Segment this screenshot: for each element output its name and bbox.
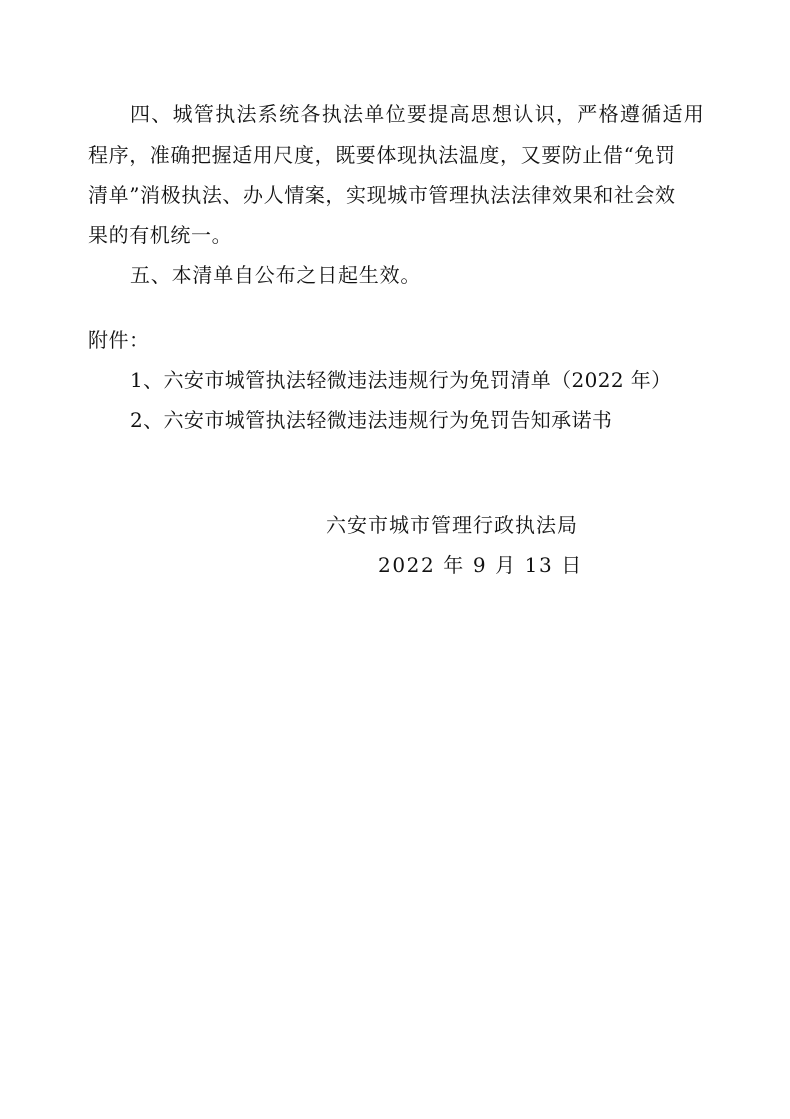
signature-organization: 六安市城市管理行政执法局	[326, 513, 578, 537]
paragraph-4-line-3: 清单”消极执法、办人情案，实现城市管理执法法律效果和社会效	[88, 183, 676, 207]
paragraph-4-line-2: 程序，准确把握适用尺度，既要体现执法温度，又要防止借“免罚	[88, 143, 676, 167]
paragraph-4-line-4: 果的有机统一。	[88, 223, 233, 247]
paragraph-5: 五、本清单自公布之日起生效。	[130, 263, 422, 287]
paragraph-4-line-1: 四、城管执法系统各执法单位要提高思想认识，严格遵循适用	[130, 102, 706, 126]
attachment-item-2: 2、六安市城管执法轻微违法违规行为免罚告知承诺书	[130, 408, 613, 432]
attachment-item-1: 1、六安市城管执法轻微违法违规行为免罚清单（2022 年）	[130, 368, 672, 392]
signature-date: 2022 年 9 月 13 日	[378, 553, 583, 577]
attachments-heading: 附件：	[88, 328, 150, 352]
